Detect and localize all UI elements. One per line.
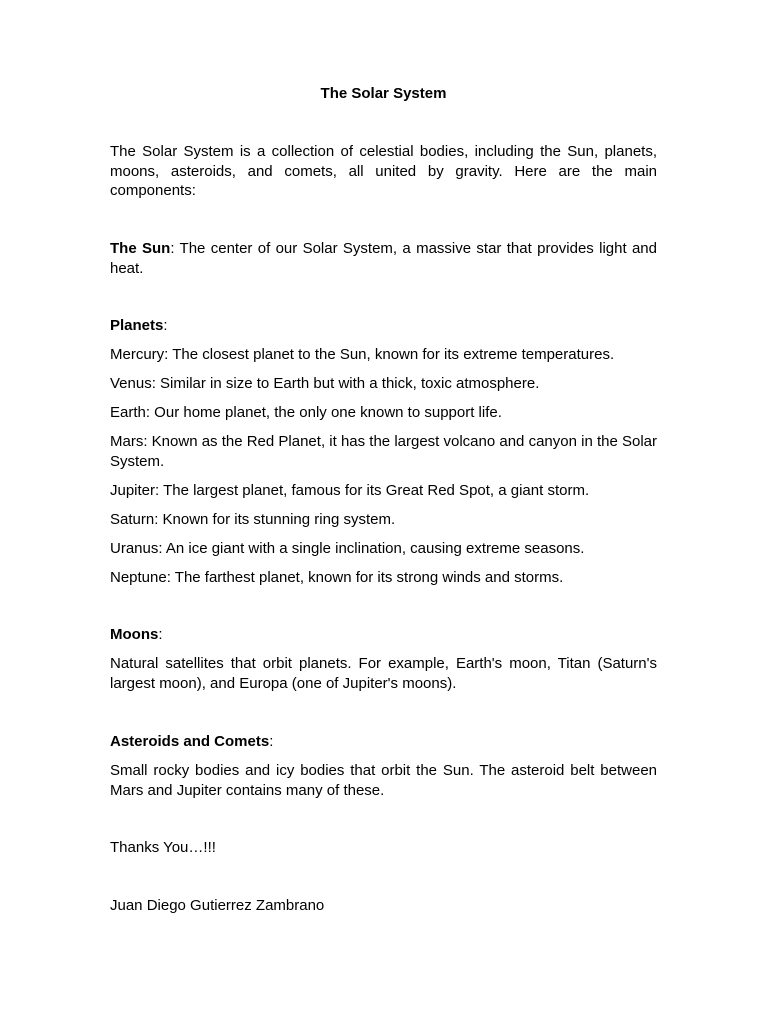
planet-item-saturn: Saturn: Known for its stunning ring system. (110, 511, 396, 528)
moons-colon: : (158, 626, 163, 643)
planet-item-venus: Venus: Similar in size to Earth but with a thick, toxic atmosphere. (110, 375, 540, 392)
planets-colon: : (163, 317, 168, 334)
planet-item-mars: Mars: Known as the Red Planet, it has the largest volcano and canyon in the Solar System. (110, 433, 657, 470)
sun-text: : The center of our Solar System, a massive star that provides light and heat. (110, 240, 657, 277)
planet-item-uranus: Uranus: An ice giant with a single inclination, causing extreme seasons. (110, 540, 585, 557)
planets-heading: Planets (110, 317, 164, 334)
document-title: The Solar System (320, 85, 447, 102)
asteroids-paragraph: Small rocky bodies and icy bodies that orbit the Sun. The asteroid belt between Mars and Jupiter contains many of these. (110, 762, 657, 799)
asteroids-colon: : (269, 733, 274, 750)
author-name: Juan Diego Gutierrez Zambrano (110, 897, 325, 914)
moons-heading-line (110, 625, 657, 645)
planets-heading-line (110, 316, 657, 336)
moons-heading: Moons (110, 626, 159, 643)
sun-paragraph (110, 239, 657, 278)
planet-item-earth: Earth: Our home planet, the only one known to support life. (110, 404, 502, 421)
sun-heading: The Sun (110, 240, 171, 257)
planet-item-mercury: Mercury: The closest planet to the Sun, known for its extreme temperatures. (110, 346, 615, 363)
planet-item-neptune: Neptune: The farthest planet, known for its strong winds and storms. (110, 569, 564, 586)
document-page (110, 0, 657, 1024)
planet-item-jupiter: Jupiter: The largest planet, famous for its Great Red Spot, a giant storm. (110, 482, 590, 499)
asteroids-heading: Asteroids and Comets (110, 733, 270, 750)
moons-paragraph: Natural satellites that orbit planets. For example, Earth's moon, Titan (Saturn's largest moon), and Europa (one of Jupiter's moons). (110, 655, 657, 692)
intro-paragraph: The Solar System is a collection of celestial bodies, including the Sun, planets, moons, asteroids, and comets, all united by gravity. Here are the main components: (110, 143, 657, 199)
thanks-line: Thanks You…!!! (110, 839, 216, 856)
asteroids-heading-line (110, 732, 657, 752)
